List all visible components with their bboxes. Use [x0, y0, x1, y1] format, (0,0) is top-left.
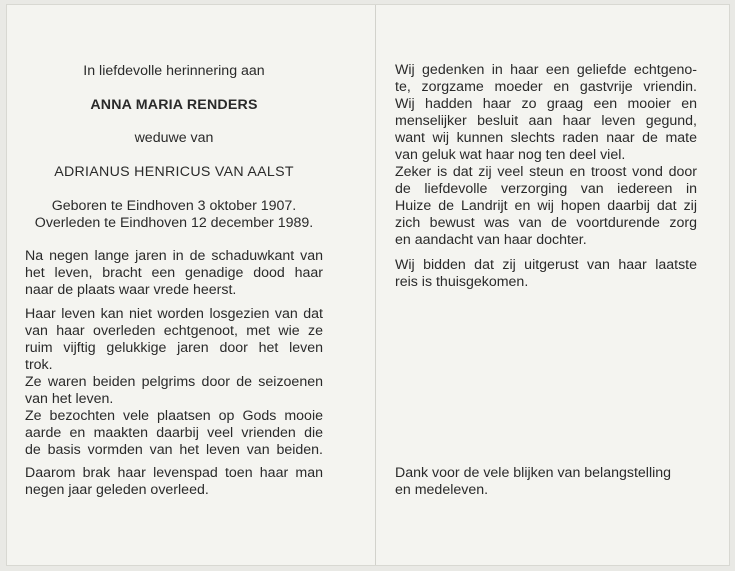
right-p1-line: want wij kunnen slechts raden naar de mate: [395, 130, 697, 146]
left-p2-line: van haar overleden echtgenoot, met wie ze: [25, 323, 323, 339]
left-p2-line: Ze bezochten vele plaatsen op Gods mooie: [25, 408, 323, 424]
left-p2-line: de basis vormden van het leven van beiden.: [25, 442, 323, 458]
left-p2-line: trok.: [25, 357, 53, 373]
left-p1-line: Na negen lange jaren in de schaduwkant van: [25, 248, 323, 264]
widow-of-line: weduwe van: [134, 130, 214, 146]
deceased-name: ANNA MARIA RENDERS: [90, 97, 258, 113]
right-p1-line: Wij hadden haar zo graag een mooier en: [395, 96, 697, 112]
intro-line: In liefdevolle herinnering aan: [83, 63, 265, 79]
left-p1-line: naar de plaats waar vrede heerst.: [25, 282, 237, 298]
right-p1-line: Wij gedenken in haar een geliefde echtgeno-: [395, 62, 697, 78]
right-p1-line: te, zorgzame moeder en gastvrije vriendin.: [395, 79, 697, 95]
spouse-name: ADRIANUS HENRICUS VAN AALST: [54, 164, 294, 180]
left-p3-line: Daarom brak haar levenspad toen haar man: [25, 465, 323, 481]
right-p3-line: Dank voor de vele blijken van belangstelling: [395, 465, 672, 481]
right-p1-line: Huize de Landrijt en wij hopen daarbij dat zij: [395, 198, 697, 214]
left-p3-line: negen jaar geleden overleed.: [25, 482, 209, 498]
card-fold-line: [375, 5, 376, 565]
memorial-card: [6, 4, 730, 566]
right-p2-line: Wij bidden dat zij uitgerust van haar laatste: [395, 257, 697, 273]
right-p1-line: Zeker is dat zij veel steun en troost vond door: [395, 164, 697, 180]
right-p1-line: en aandacht van haar dochter.: [395, 232, 587, 248]
right-p3-line: en medeleven.: [395, 482, 489, 498]
left-p2-line: Ze waren beiden pelgrims door de seizoenen: [25, 374, 323, 390]
right-p1-line: van geluk wat haar nog ten deel viel.: [395, 147, 626, 163]
right-p1-line: menselijker besluit aan haar leven gegund,: [395, 113, 697, 129]
left-p2-line: ruim vijftig gelukkige jaren door het leven: [25, 340, 323, 356]
left-p2-line: aarde en maakten daarbij veel vrienden die: [25, 425, 323, 441]
left-p2-line: van het leven.: [25, 391, 114, 407]
right-p1-line: de liefdevolle verzorging van iedereen in: [395, 181, 697, 197]
right-p1-line: zich bewust was van de voortdurende zorg: [395, 215, 697, 231]
left-p2-line: Haar leven kan niet worden losgezien van dat: [25, 306, 323, 322]
death-line: Overleden te Eindhoven 12 december 1989.: [34, 215, 314, 231]
birth-line: Geboren te Eindhoven 3 oktober 1907.: [51, 198, 297, 214]
left-p1-line: het leven, bracht een genadige dood haar: [25, 265, 323, 281]
right-p2-line: reis is thuisgekomen.: [395, 274, 529, 290]
